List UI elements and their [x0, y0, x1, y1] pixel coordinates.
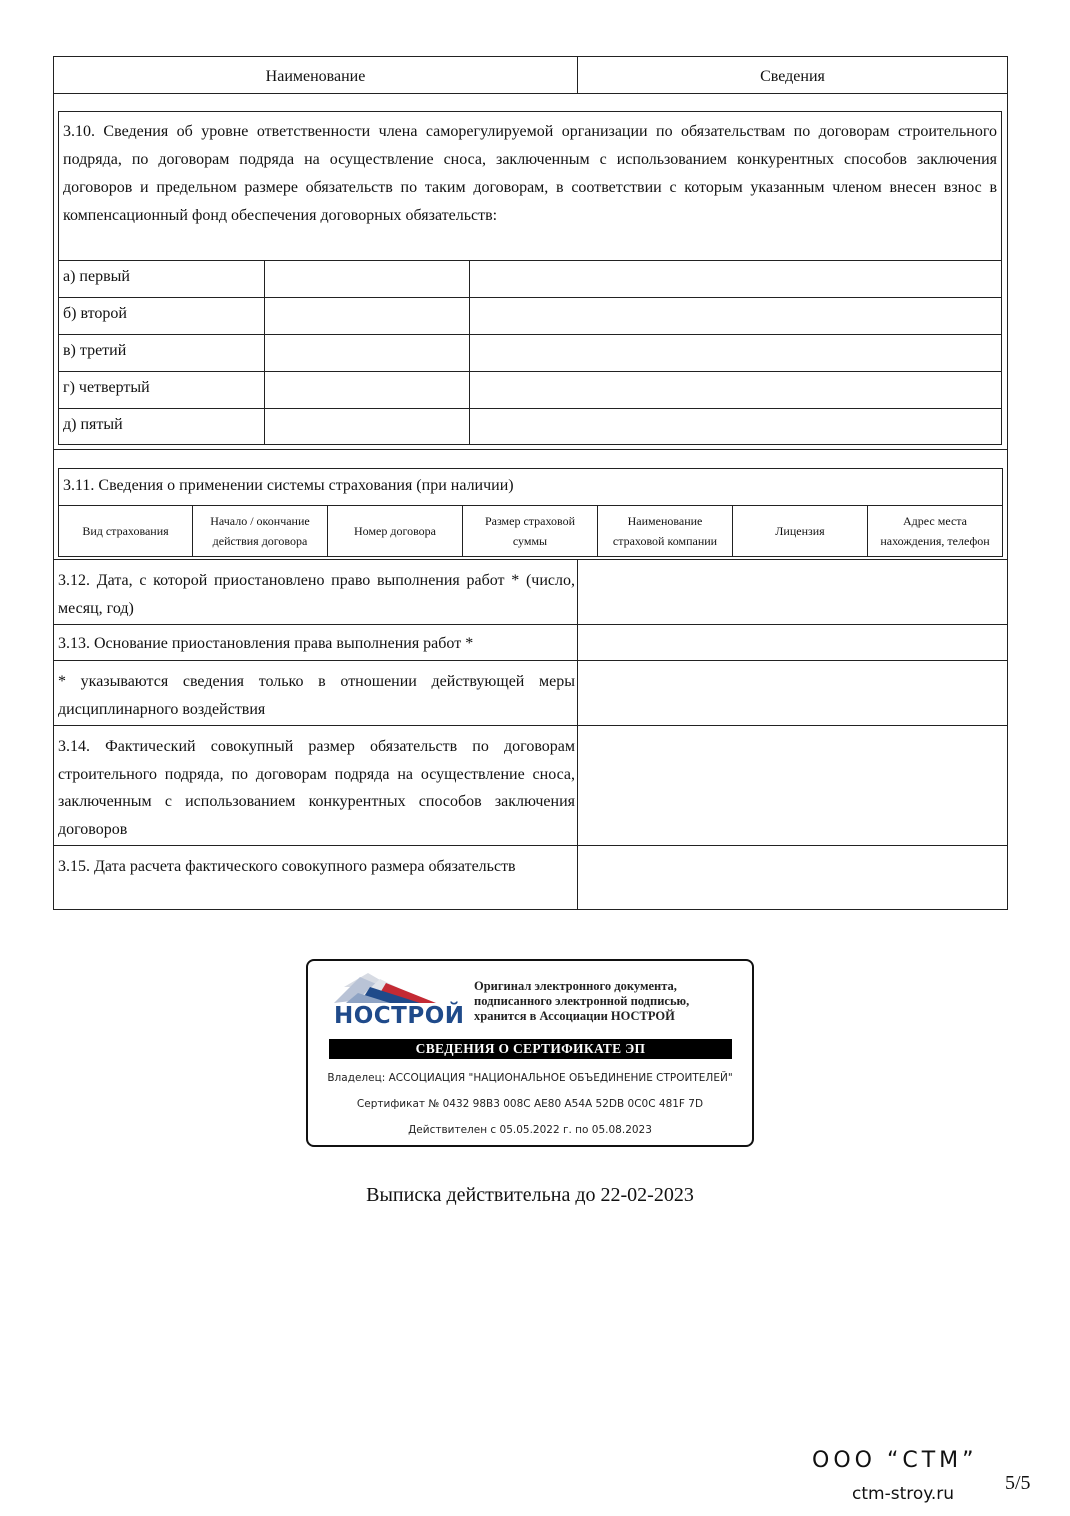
- row-value-cell: [577, 660, 1008, 726]
- stamp-banner-text: СВЕДЕНИЯ О СЕРТИФИКАТЕ ЭП: [415, 1041, 646, 1056]
- row-cell: [264, 371, 470, 409]
- nostroy-logo-text: НОСТРОЙ: [334, 1003, 465, 1029]
- stamp-original-text: Оригинал электронного документа, подписанного электронной подписью, хранится в Ассоциации НОСТРОЙ: [474, 979, 690, 1023]
- stamp-banner: [329, 1039, 732, 1059]
- row-label: 3.15. Дата расчета фактического совокупного размера обязательств: [58, 858, 516, 875]
- row-cell: [469, 297, 1002, 335]
- row-label: * указываются сведения только в отношении действующей меры дисциплинарного воздействия: [58, 673, 575, 718]
- row-cell: [469, 260, 1002, 298]
- insurance-col-address: Адрес места нахождения, телефон: [867, 505, 1003, 557]
- row-cell: [469, 371, 1002, 409]
- row-value-cell: [577, 845, 1008, 910]
- row-label: а) первый: [63, 268, 130, 285]
- stamp-certificate: Сертификат № 0432 98B3 008C AE80 A54A 52DB 0C0C 481F 7D: [356, 1098, 704, 1110]
- table-row: [53, 845, 578, 910]
- insurance-table-header: [58, 505, 1003, 557]
- list-item: [58, 334, 265, 372]
- page-number: 5/5: [1005, 1472, 1031, 1494]
- section-3-11-title: 3.11. Сведения о применении системы страхования (при наличии): [63, 477, 514, 494]
- header-info: Сведения: [760, 68, 825, 85]
- row-label: 3.14. Фактический совокупный размер обязательств по договорам строительного подряда, по договорам подряда на осуществление сноса, заключенным с использованием конкурентных способов заключения договоров: [58, 738, 575, 838]
- header-name-cell: [53, 56, 578, 94]
- row-label: 3.13. Основание приостановления права выполнения работ *: [58, 635, 474, 652]
- section-3-11-title-cell: [58, 468, 1003, 506]
- insurance-col-company: Наименование страховой компании: [597, 505, 733, 557]
- row-cell: [469, 334, 1002, 372]
- row-label: д) пятый: [63, 416, 123, 433]
- section-3-10-text: 3.10. Сведения об уровне ответственности члена саморегулируемой организации по обязательствам по договорам строительного подряда, по договорам подряда на осуществление сноса, заключенным с использованием конкурентных способов заключения договоров и предельном размере обязательств по таким договорам, в соответствии с которым указанным членом внесен взнос в компенсационный фонд обеспечения договорных обязательств:: [63, 123, 997, 224]
- row-value-cell: [577, 559, 1008, 625]
- stamp-valid: Действителен с 05.05.2022 г. по 05.08.2023: [408, 1124, 652, 1136]
- insurance-col-period: Начало / окончание действия договора: [192, 505, 328, 557]
- row-cell: [469, 408, 1002, 445]
- row-value-cell: [577, 725, 1008, 846]
- insurance-col-license: Лицензия: [732, 505, 868, 557]
- list-item: [58, 297, 265, 335]
- nostroy-logo-icon: [330, 973, 454, 1007]
- row-cell: [264, 334, 470, 372]
- table-row: [53, 559, 578, 625]
- signature-stamp: [306, 959, 754, 1147]
- company-watermark: ООО “СТМ”: [812, 1448, 978, 1473]
- insurance-col-type: Вид страхования: [58, 505, 193, 557]
- validity-note: Выписка действительна до 22-02-2023: [366, 1184, 694, 1206]
- site-watermark: ctm-stroy.ru: [852, 1484, 955, 1504]
- table-row: [53, 624, 578, 661]
- header-info-cell: [577, 56, 1008, 94]
- row-cell: [264, 260, 470, 298]
- table-row: [53, 660, 578, 726]
- row-cell: [264, 408, 470, 445]
- header-name: Наименование: [265, 68, 366, 85]
- list-item: [58, 371, 265, 409]
- list-item: [58, 260, 265, 298]
- row-cell: [264, 297, 470, 335]
- stamp-owner: Владелец: АССОЦИАЦИЯ "НАЦИОНАЛЬНОЕ ОБЪЕДИНЕНИЕ СТРОИТЕЛЕЙ": [327, 1072, 733, 1084]
- section-3-10-box: [58, 111, 1002, 261]
- section-3-10-rows: [58, 260, 1002, 445]
- row-label: г) четвертый: [63, 379, 150, 396]
- row-label: б) второй: [63, 305, 127, 322]
- row-label: в) третий: [63, 342, 127, 359]
- list-item: [58, 408, 265, 445]
- row-value-cell: [577, 624, 1008, 661]
- nostroy-logo: [330, 973, 465, 1031]
- insurance-col-sum: Размер страховой суммы: [462, 505, 598, 557]
- row-label: 3.12. Дата, с которой приостановлено право выполнения работ * (число, месяц, год): [58, 572, 575, 617]
- table-row: [53, 725, 578, 846]
- insurance-col-number: Номер договора: [327, 505, 463, 557]
